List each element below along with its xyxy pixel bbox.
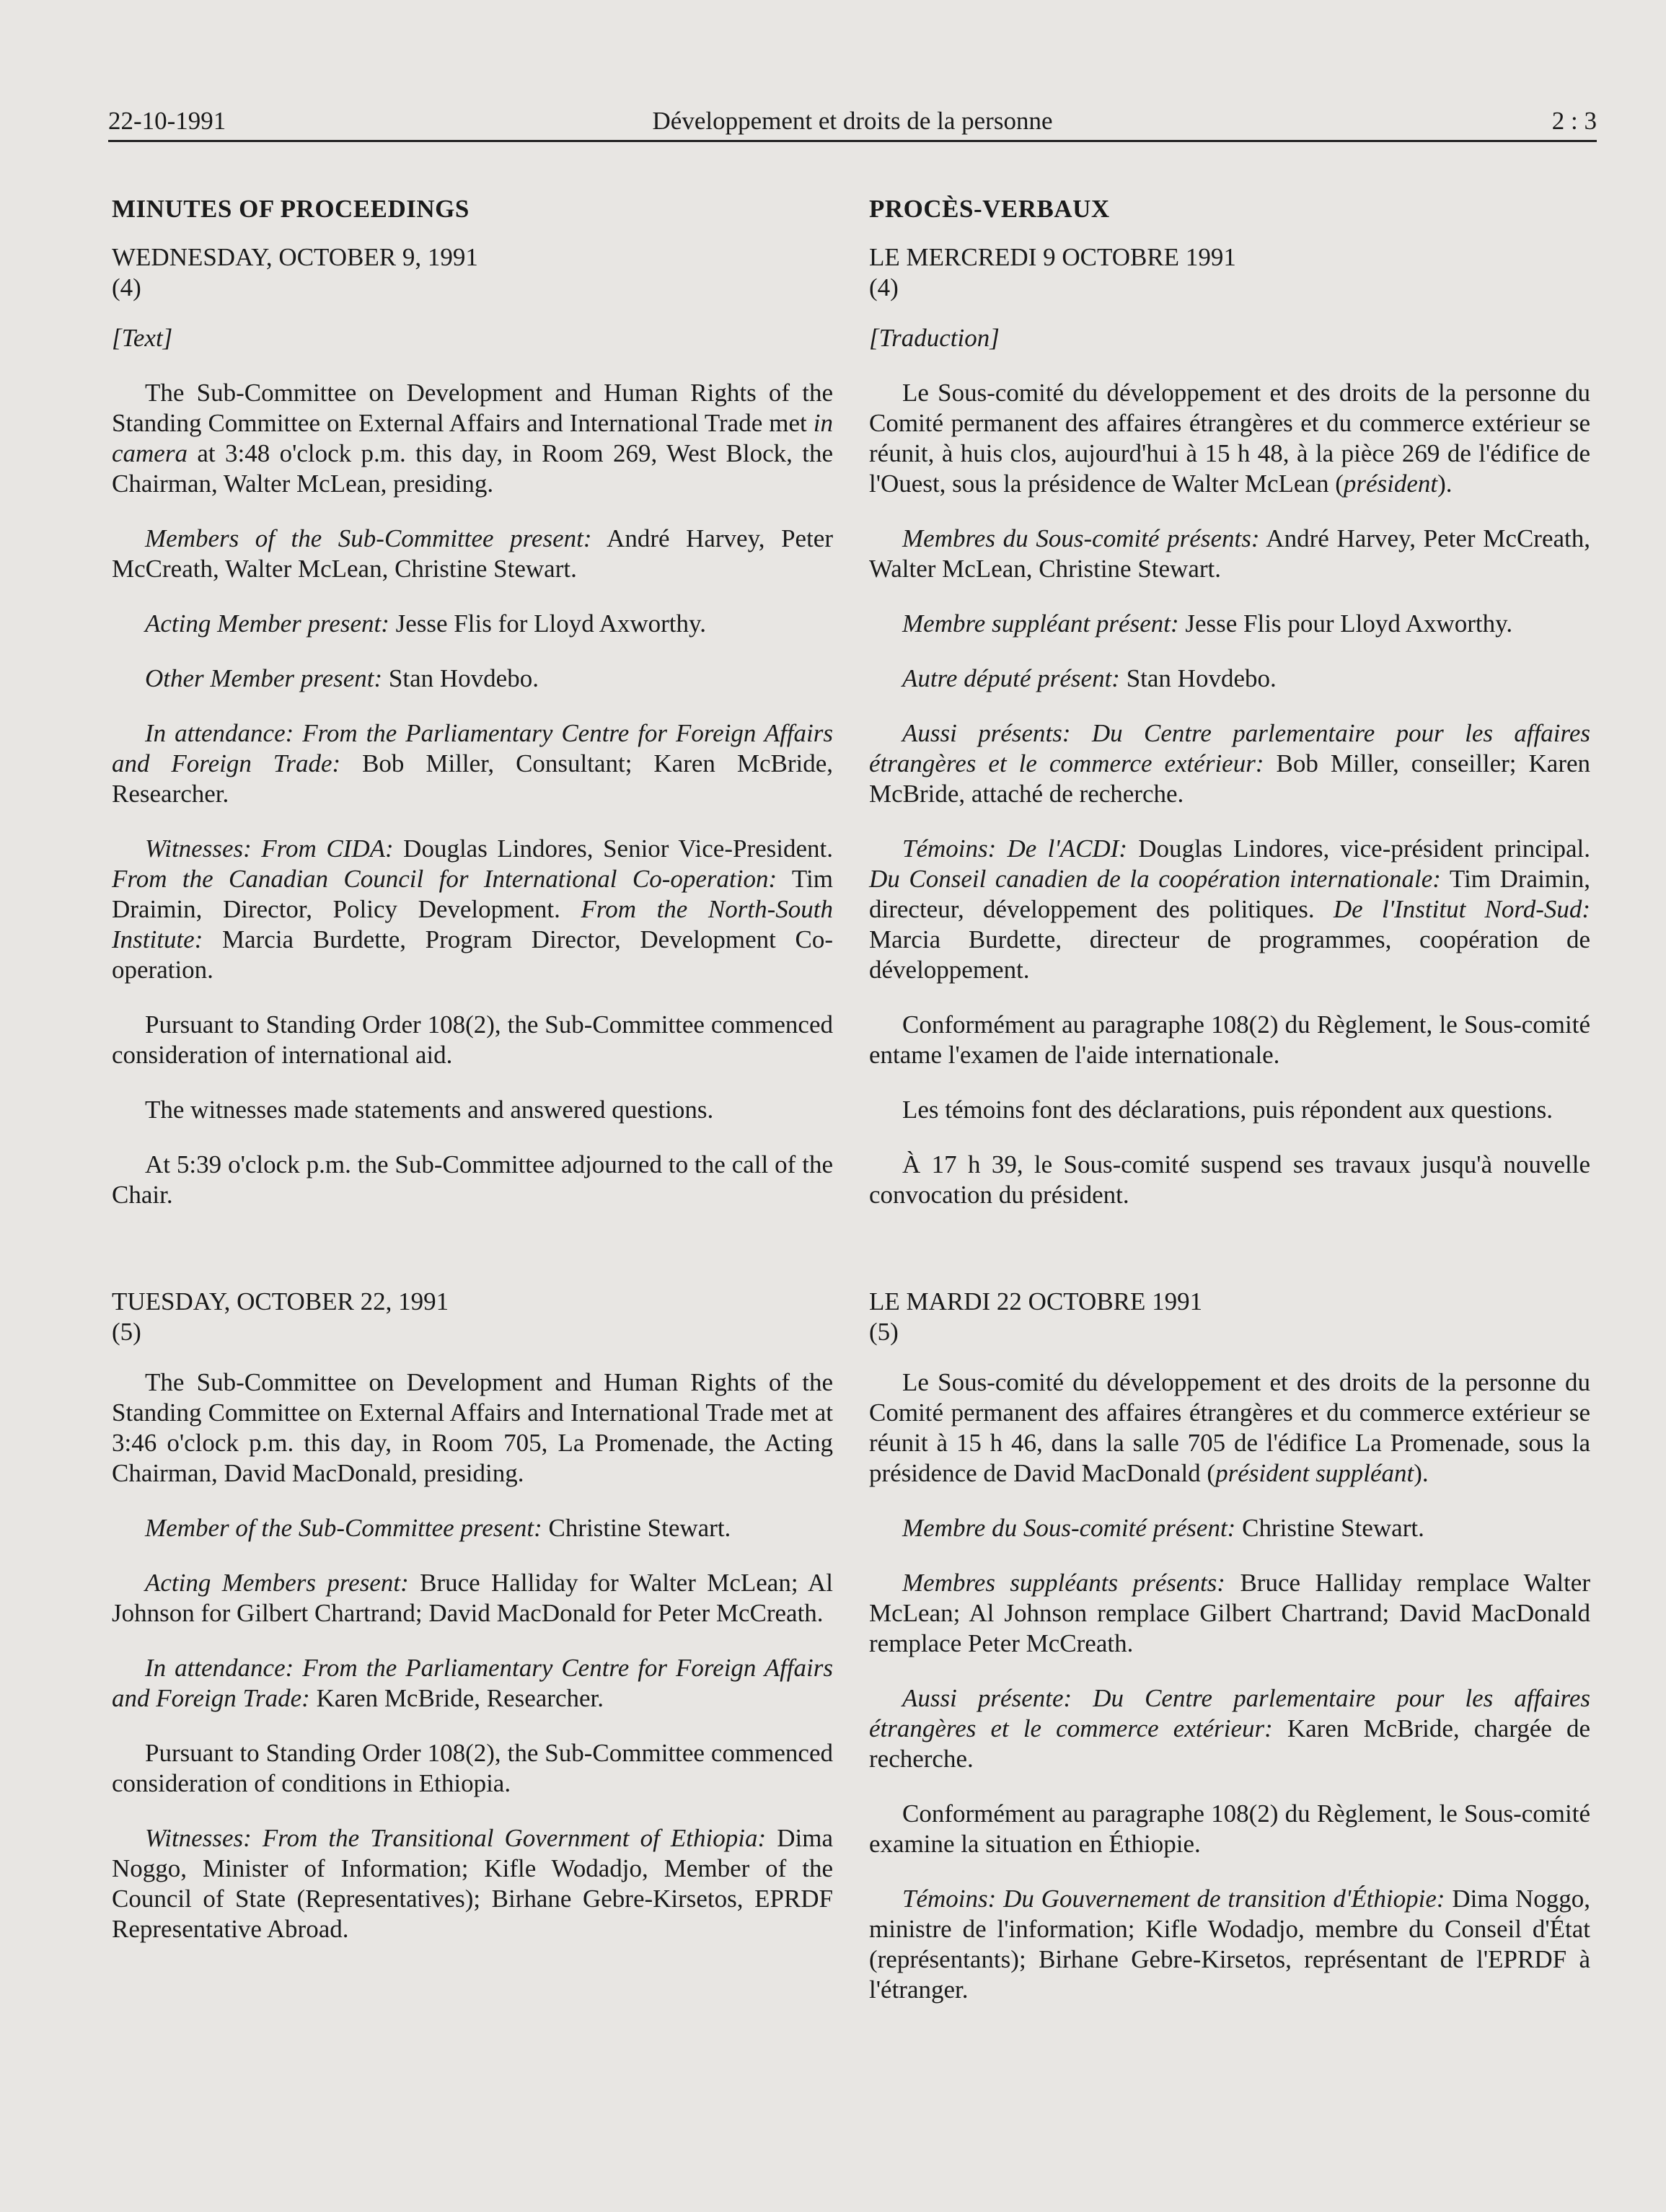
seance-1-suppleant: Membre suppléant présent: Jesse Flis pour Lloyd Axworthy. bbox=[902, 609, 1513, 638]
header-title: Développement et droits de la personne bbox=[652, 107, 1053, 135]
session-2-date: TUESDAY, OCTOBER 22, 1991 bbox=[112, 1287, 449, 1316]
seance-1-autre: Autre député présent: Stan Hovdebo. bbox=[902, 664, 1277, 692]
proces-verbaux-heading: PROCÈS-VERBAUX bbox=[869, 195, 1110, 223]
seance-2-date: LE MARDI 22 OCTOBRE 1991 bbox=[869, 1287, 1203, 1316]
seance-2-heading bbox=[869, 1287, 1590, 1347]
header-page-number: 2 : 3 bbox=[1551, 107, 1597, 135]
session-1-intro: The Sub-Committee on Development and Human Rights of the Standing Committee on External Affairs and International Trade met in camera at 3:48 o'clock p.m. this day, in Room 269, West Block, the Chairman, Walter McLean, presiding. bbox=[112, 379, 833, 498]
seance-2-temoins: Témoins: Du Gouvernement de transition d'Éthiopie: Dima Noggo, ministre de l'information; Kifle Wodadjo, membre du Conseil d'État (représentants); Birhane Gebre-Kirsetos, représentant de l'EPRDF à l'étranger. bbox=[869, 1885, 1590, 2004]
session-1-attendance: In attendance: From the Parliamentary Centre for Foreign Affairs and Foreign Trade: Bob Miller, Consultant; Karen McBride, Researcher. bbox=[112, 719, 833, 808]
session-2-witnesses: Witnesses: From the Transitional Government of Ethiopia: Dima Noggo, Minister of Information; Kifle Wodadjo, Member of the Council of State (Representatives); Birhane Gebre-Kirsetos, EPRDF Representative Abroad. bbox=[112, 1824, 833, 1943]
seance-1-temoins: Témoins: De l'ACDI: Douglas Lindores, vice-président principal. Du Conseil canadien de la coopération internationale: Tim Draimin, directeur, développement des politiques. De l'Institut Nord-Sud: Marcia Burdette, directeur de programmes, coopération de développement. bbox=[869, 834, 1591, 984]
session-1-statements: The witnesses made statements and answered questions. bbox=[145, 1096, 714, 1124]
seance-2-presente: Aussi présente: Du Centre parlementaire pour les affaires étrangères et le commerce extérieur: Karen McBride, chargée de recherche. bbox=[869, 1684, 1590, 1773]
seance-2-number: (5) bbox=[869, 1318, 899, 1346]
seance-1-number: (4) bbox=[869, 273, 899, 301]
running-header bbox=[108, 100, 1597, 142]
seance-1-intro: Le Sous-comité du développement et des droits de la personne du Comité permanent des affaires étrangères et du commerce extérieur se réunit, à huis clos, aujourd'hui à 15 h 48, à la pièce 269 de l'édifice de l'Ouest, sous la présidence de Walter McLean (président). bbox=[869, 379, 1590, 498]
session-1-witnesses: Witnesses: From CIDA: Douglas Lindores, Senior Vice-President. From the Canadian Council for International Co-operation: Tim Draimin, Director, Policy Development. From the North-South Institute: Marcia Burdette, Program Director, Development Co-operation. bbox=[112, 834, 834, 984]
seance-2-suppleants: Membres suppléants présents: Bruce Halliday remplace Walter McLean; Al Johnson remplace Gilbert Chartrand; David MacDonald remplace Peter McCreath. bbox=[869, 1569, 1590, 1657]
text-tag: [Text] bbox=[112, 324, 173, 352]
traduction-tag: [Traduction] bbox=[869, 324, 1000, 352]
session-2-attendance: In attendance: From the Parliamentary Centre for Foreign Affairs and Foreign Trade: Karen McBride, Researcher. bbox=[112, 1654, 833, 1712]
session-2-number: (5) bbox=[112, 1318, 141, 1346]
minutes-heading: MINUTES OF PROCEEDINGS bbox=[112, 195, 470, 223]
seance-2-intro: Le Sous-comité du développement et des droits de la personne du Comité permanent des affaires étrangères et du commerce extérieur se réunit à 15 h 46, dans la salle 705 de l'édifice La Promenade, sous la présidence de David MacDonald (président suppléant). bbox=[869, 1368, 1590, 1487]
session-1-heading bbox=[112, 242, 833, 303]
seance-1-conformement: Conformément au paragraphe 108(2) du Règlement, le Sous-comité entame l'examen de l'aide internationale. bbox=[869, 1010, 1590, 1069]
seance-1-heading bbox=[869, 242, 1590, 303]
seance-1-presents: Aussi présents: Du Centre parlementaire pour les affaires étrangères et le commerce extérieur: Bob Miller, conseiller; Karen McBride, attaché de recherche. bbox=[869, 719, 1591, 808]
session-2-intro: The Sub-Committee on Development and Human Rights of the Standing Committee on External Affairs and International Trade met at 3:46 o'clock p.m. this day, in Room 705, La Promenade, the Acting Chairman, David MacDonald, presiding. bbox=[112, 1368, 833, 1487]
session-1-acting: Acting Member present: Jesse Flis for Lloyd Axworthy. bbox=[145, 609, 706, 638]
seance-1-suspend: À 17 h 39, le Sous-comité suspend ses travaux jusqu'à nouvelle convocation du président. bbox=[869, 1150, 1590, 1209]
session-1-number: (4) bbox=[112, 273, 141, 301]
session-1-members: Members of the Sub-Committee present: André Harvey, Peter McCreath, Walter McLean, Christine Stewart. bbox=[112, 524, 833, 583]
seance-1-date: LE MERCREDI 9 OCTOBRE 1991 bbox=[869, 243, 1236, 271]
session-1-date: WEDNESDAY, OCTOBER 9, 1991 bbox=[112, 243, 478, 271]
header-date: 22-10-1991 bbox=[108, 107, 226, 135]
session-2-member: Member of the Sub-Committee present: Christine Stewart. bbox=[145, 1514, 731, 1542]
french-column bbox=[869, 195, 1590, 2030]
seance-2-conformement: Conformément au paragraphe 108(2) du Règlement, le Sous-comité examine la situation en Éthiopie. bbox=[869, 1799, 1590, 1858]
session-2-pursuant: Pursuant to Standing Order 108(2), the Sub-Committee commenced consideration of conditions in Ethiopia. bbox=[112, 1739, 833, 1797]
seance-1-declarations: Les témoins font des déclarations, puis répondent aux questions. bbox=[902, 1096, 1553, 1124]
english-column bbox=[112, 195, 833, 1969]
session-1-adjourn: At 5:39 o'clock p.m. the Sub-Committee adjourned to the call of the Chair. bbox=[112, 1150, 833, 1209]
session-1-other: Other Member present: Stan Hovdebo. bbox=[145, 664, 539, 692]
session-1-pursuant: Pursuant to Standing Order 108(2), the Sub-Committee commenced consideration of international aid. bbox=[112, 1010, 833, 1069]
seance-2-membre: Membre du Sous-comité présent: Christine Stewart. bbox=[902, 1514, 1424, 1542]
session-2-heading bbox=[112, 1287, 833, 1347]
seance-1-membres: Membres du Sous-comité présents: André Harvey, Peter McCreath, Walter McLean, Christine Stewart. bbox=[869, 524, 1591, 583]
session-2-acting: Acting Members present: Bruce Halliday for Walter McLean; Al Johnson for Gilbert Chartrand; David MacDonald for Peter McCreath. bbox=[112, 1569, 833, 1627]
